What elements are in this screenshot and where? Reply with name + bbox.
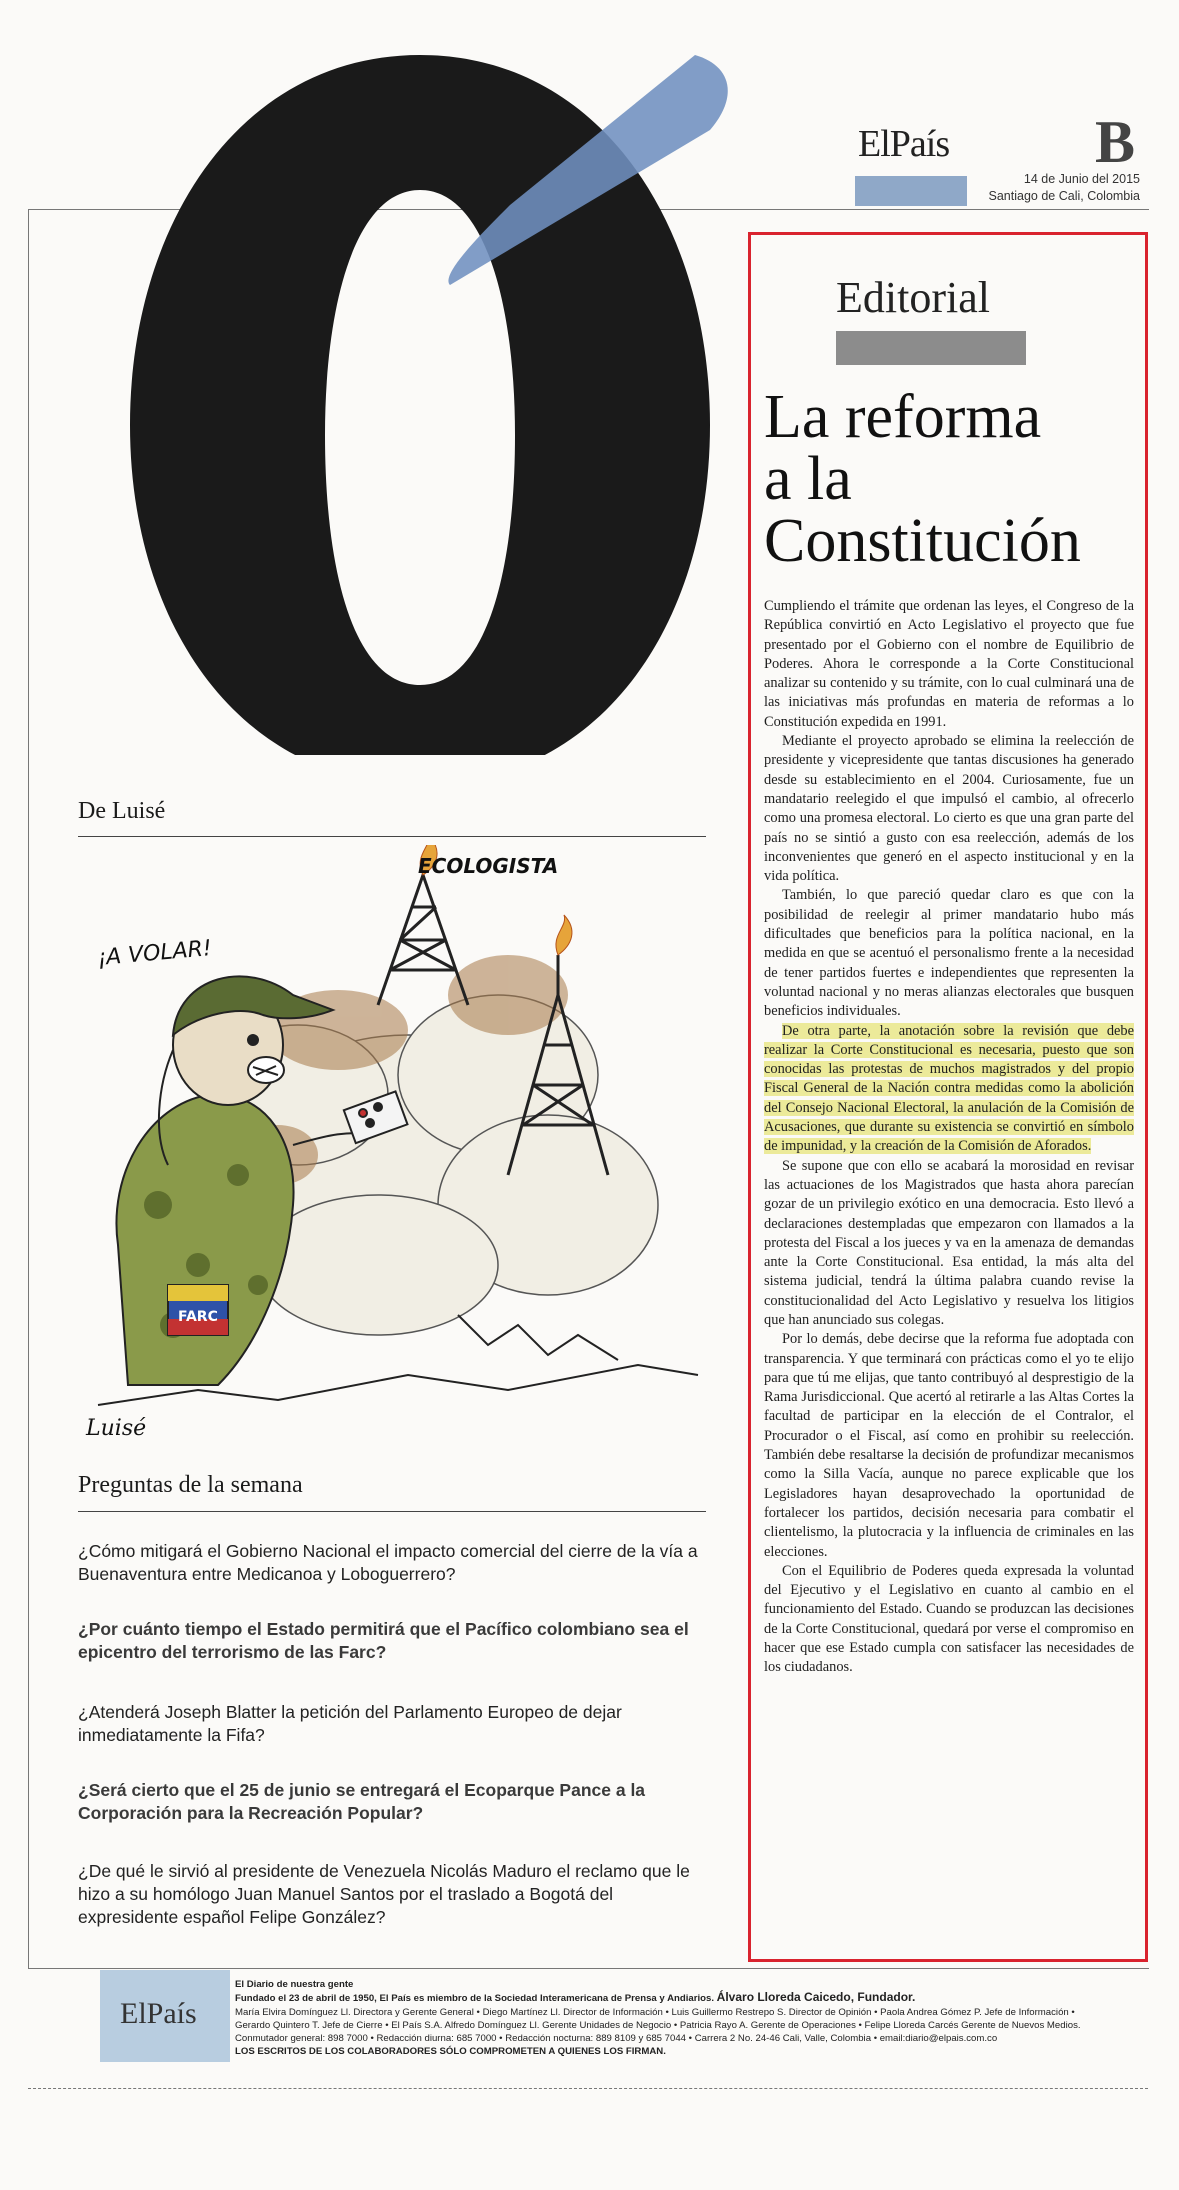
editorial-title-line: Constitución <box>764 507 1081 575</box>
cartoon-caption: ECOLOGISTA <box>418 854 559 878</box>
footer-founded: Fundado el 23 de abril de 1950, El País es miembro de la Sociedad Interamericana de Prensa y Andiarios. <box>235 1993 714 2005</box>
footer-logo: ElPaís <box>120 1997 197 2030</box>
footer-credits <box>235 1978 1135 2059</box>
cartoon-signature: Luisé <box>86 1416 147 1441</box>
editorial-paragraph: Por lo demás, debe decirse que la reforma fue adoptada con transparencia. Y que terminará con prácticas como el yo te elijo para que tú me elijas, que tanto contribuyó al desprestigio de la Rama Jurisdiccional. Que acertó al retirarle a las Altas Cortes la facultad de participar en la elección de el Contralor, el Procurador o el Fiscal, así como en prohibir su reelección. También debe resaltarse la decisión de profundizar mecanismos como la Silla Vacía, aunque no parece explicable que los Legisladores hayan desaprovechado la oportunidad de fortalecer los partidos, decisión necesaria para combatir el clientelismo, la plutocracia y la influencia de criminales en las elecciones. <box>764 1331 1134 1560</box>
question-item: ¿Cómo mitigará el Gobierno Nacional el impacto comercial del cierre de la vía a Buenaventura entre Medicanoa y Loboguerrero? <box>78 1541 698 1584</box>
masthead-logo: ElPaís <box>858 123 950 165</box>
editorial-title-line: a la <box>764 445 852 513</box>
masthead-place: Santiago de Cali, Colombia <box>988 189 1140 203</box>
question-item: ¿Atenderá Joseph Blatter la petición del Parlamento Europeo de dejar inmediatamente la Fifa? <box>78 1702 622 1745</box>
footer-founder: Álvaro Lloreda Caicedo, Fundador. <box>716 1990 916 2005</box>
editorial-paragraph: Mediante el proyecto aprobado se elimina la reelección de presidente y vicepresidente que tantas discusiones ha generado desde su establecimiento en el 2004. Curiosamente, fue un mandatario reelegido el que impulsó el cambio, al ofrecerlo como una promesa electoral. Lo cierto es que una gran parte del país no se sintió a gusto con esa reelección, además de los inconvenientes que generó en el aspecto institucional y en la vida política. <box>764 733 1134 885</box>
cartoon-armband: FARC <box>178 1309 218 1325</box>
editorial-body <box>764 597 1134 1678</box>
highlighted-text: De otra parte, la anotación sobre la revisión que debe realizar la Corte Constitucional es necesaria, puesto que son conocidas las protestas de muchos magistrados y del propio Fiscal General de la Nación contra medidas como la abolición del Consejo Nacional Electoral, la anulación de la Comisión de Acusaciones, que durante su existencia se convirtió en símbolo de impunidad, y la creación de la Comisión de Aforados. <box>764 1022 1134 1155</box>
cartoon-illustration <box>78 845 706 1453</box>
editorial-label: Editorial <box>836 273 990 322</box>
editorial-paragraph: Con el Equilibrio de Poderes queda expresada la voluntad del Ejecutivo y el Legislativo en cuanto al cambio en el funcionamiento del Estado. Cuando se produzcan las decisiones de la Corte Constitucional, quedará por verse el compromiso en hacer que ese Estado cumpla con satisfacer las necesidades de los ciudadanos. <box>764 1562 1134 1676</box>
footer-line: Gerardo Quintero T. Jefe de Cierre • El País S.A. Alfredo Domínguez Ll. Gerente Unidades de Negocio • Patricia Rayo A. Gerente de Operaciones • Felipe Lloreda Carcés Gerente de Nuevos Medios. <box>235 2019 1081 2031</box>
editorial-paragraph: Cumpliendo el trámite que ordenan las leyes, el Congreso de la República convirtió en Acto Legislativo el proyecto que fue presentado por el Gobierno con el nombre de Equilibrio de Poderes. Ahora le corresponde a la Corte Constitucional analizar su contenido y su trámite, con lo cual culminará una de las iniciativas más profundas en materia de reformas a lo Constitución expedida en 1991. <box>764 598 1134 730</box>
footer-line <box>235 1991 1135 2005</box>
question-item: ¿Será cierto que el 25 de junio se entregará el Ecoparque Pance a la Corporación para la Recreación Popular? <box>78 1780 646 1823</box>
cartoon-heading: De Luisé <box>78 798 166 824</box>
divider <box>78 1511 706 1512</box>
footer-line: Conmutador general: 898 7000 • Redacción diurna: 685 7000 • Redacción nocturna: 889 8109 y 685 7044 • Carrera 2 No. 24-46 Cali, Valle, Colombia • email:diario@elpais.com.co <box>235 2033 998 2045</box>
footer-disclaimer: LOS ESCRITOS DE LOS COLABORADORES SÓLO COMPROMETEN A QUIENES LOS FIRMAN. <box>235 2046 666 2058</box>
footer-tagline: El Diario de nuestra gente <box>235 1979 354 1990</box>
divider <box>78 836 706 837</box>
cartoon-speech: ¡A VOLAR! <box>96 936 213 971</box>
masthead-color-bar <box>855 176 967 206</box>
editorial-paragraph: También, lo que pareció quedar claro es que con la posibilidad de reelegir al primer mandatario hubo más dificultades que beneficios para la política nacional, en la medida en que se acentuó el personalismo frente a la necesidad de tener partidos fuertes e independientes que representen la voluntad nacional y no meras alianzas electorales que busquen beneficios individuales. <box>764 887 1134 1020</box>
question-item: ¿De qué le sirvió al presidente de Venezuela Nicolás Maduro el reclamo que le hizo a su homólogo Juan Manuel Santos por el traslado a Bogotá del expresidente español Felipe González? <box>78 1861 690 1927</box>
questions-heading: Preguntas de la semana <box>78 1472 303 1498</box>
editorial-title-line: La reforma <box>764 383 1042 451</box>
footer-line: María Elvira Domínguez Ll. Directora y Gerente General • Diego Martínez Ll. Director de Información • Luis Guillermo Restrepo S. Director de Opinión • Paola Andrea Gómez P. Jefe de Información • <box>235 2006 1075 2018</box>
editorial-bar <box>836 331 1026 365</box>
opinion-o-graphic <box>90 35 750 755</box>
masthead-dateline <box>985 171 1140 205</box>
editorial-paragraph-highlighted <box>764 1022 1134 1157</box>
question-item: ¿Por cuánto tiempo el Estado permitirá que el Pacífico colombiano sea el epicentro del terrorismo de las Farc? <box>78 1619 689 1662</box>
masthead-date: 14 de Junio del 2015 <box>1023 172 1140 186</box>
footer-divider <box>28 2088 1148 2089</box>
section-letter: B <box>1095 109 1136 175</box>
editorial-paragraph: Se supone que con ello se acabará la morosidad en revisar las actuaciones de los Magistrados que hasta ahora parecían gozar de un privilegio exótico en una democracia. Esto llevó a declaraciones destempladas que empezaron con llamados a la protesta del Fiscal a los jueces y va en la amenaza de demandas ante la Corte Constitucional. Esa entidad, la más alta del sistema judicial, tendrá la última palabra cuando revise la constitucionalidad del Acto Legislativo y resuelva los litigios que han anunciado sus colegas. <box>764 1157 1134 1328</box>
editorial-title <box>764 383 1144 575</box>
